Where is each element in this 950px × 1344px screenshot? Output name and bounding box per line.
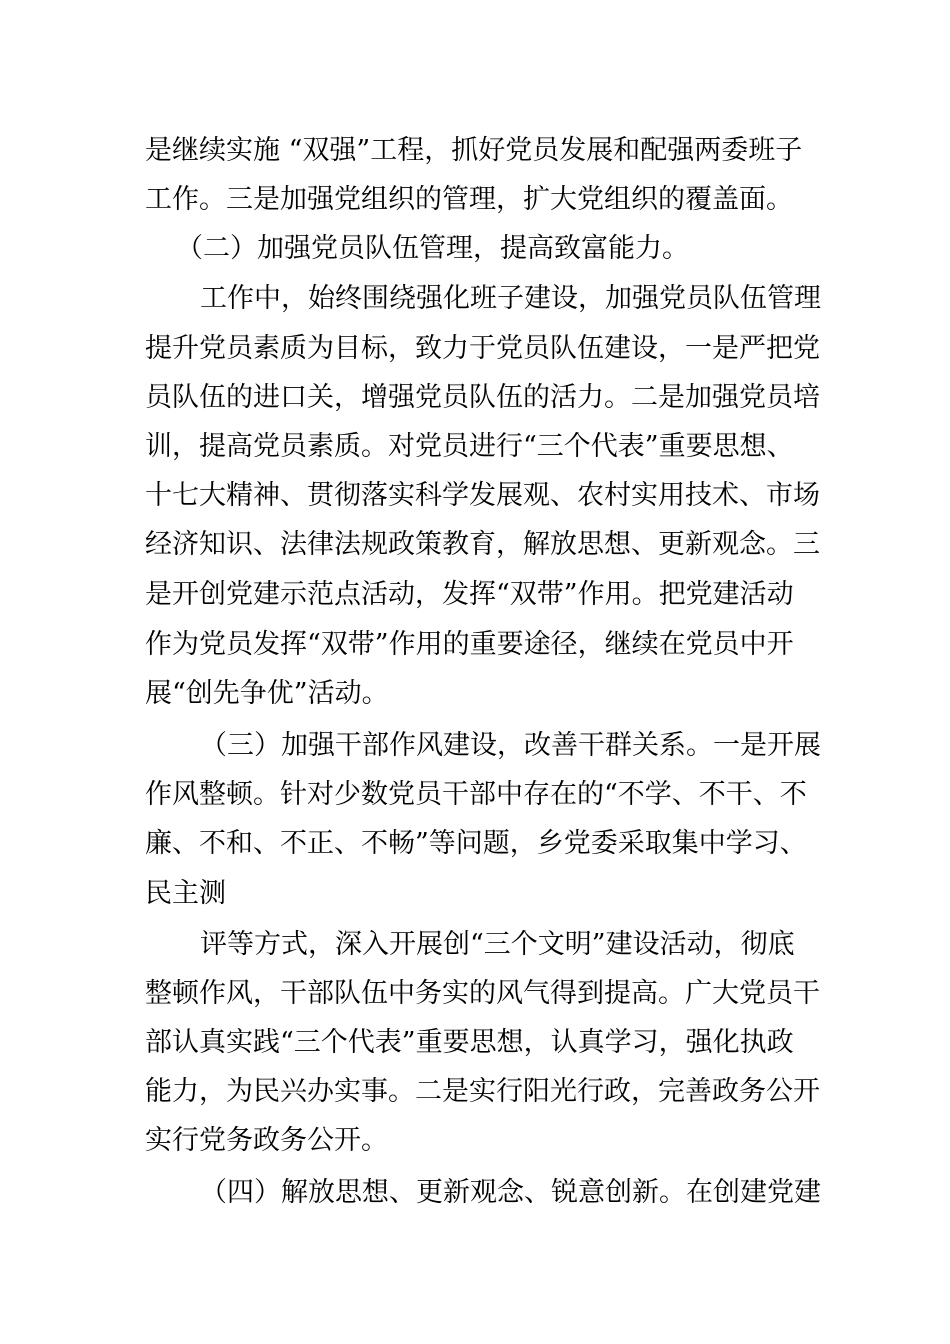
text-line: 整顿作风，干部队伍中务实的风气得到提高。广大党员干	[145, 978, 820, 1009]
text-line: 十七大精神、贯彻落实科学发展观、农村实用技术、市场	[145, 480, 820, 511]
section-heading: （三）加强干部作风建设，改善干群关系。一是开展	[200, 730, 821, 761]
text-line: 员队伍的进口关，增强党员队伍的活力。二是加强党员培	[145, 382, 820, 413]
text-line: 能力，为民兴办实事。二是实行阳光行政，完善政务公开	[145, 1076, 820, 1107]
text-line: 作风整顿。针对少数党员干部中存在的“不学、不干、不	[145, 779, 807, 810]
text-line: 部认真实践“三个代表”重要思想，认真学习，强化执政	[145, 1027, 794, 1058]
text-line: 作为党员发挥“双带”作用的重要途径，继续在党员中开	[145, 629, 794, 660]
text-line: 展“创先争优”活动。	[145, 678, 389, 709]
text-line: 工作中，始终围绕强化班子建设，加强党员队伍管理	[200, 283, 821, 314]
text-line: 评等方式，深入开展创“三个文明”建设活动，彻底	[200, 929, 795, 960]
text-line: 经济知识、法律法规政策教育，解放思想、更新观念。三	[145, 529, 820, 560]
section-heading: （四）解放思想、更新观念、锐意创新。在创建党建	[200, 1177, 821, 1208]
section-heading: （二）加强党员队伍管理，提高致富能力。	[176, 233, 689, 264]
text-line: 是继续实施 “双强”工程，抓好党员发展和配强两委班子	[145, 135, 803, 166]
text-line: 民主测	[145, 878, 226, 909]
text-line: 是开创党建示范点活动，发挥“双带”作用。把党建活动	[145, 579, 794, 610]
text-line: 训，提高党员素质。对党员进行“三个代表”重要思想、	[145, 431, 794, 462]
text-line: 提升党员素质为目标，致力于党员队伍建设，一是严把党	[145, 333, 820, 364]
text-line: 廉、不和、不正、不畅”等问题，乡党委采取集中学习、	[145, 828, 807, 859]
text-line: 工作。三是加强党组织的管理，扩大党组织的覆盖面。	[145, 184, 793, 215]
text-line: 实行党务政务公开。	[145, 1125, 388, 1156]
